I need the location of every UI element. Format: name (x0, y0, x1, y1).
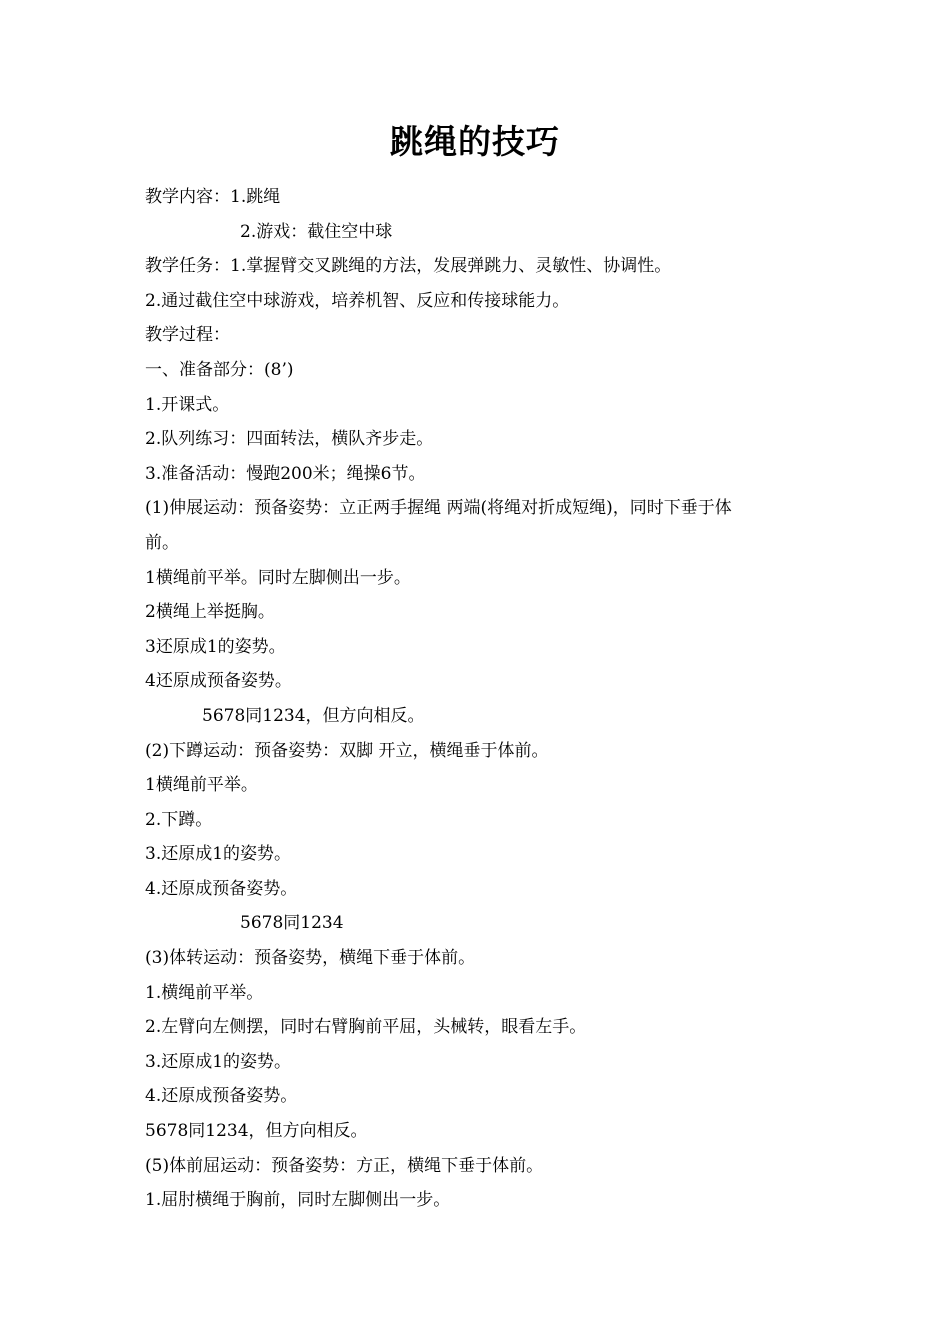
exercise-heading: (1)伸展运动：预备姿势：立正两手握绳 两端(将绳对折成短绳)，同时下垂于体 (145, 498, 732, 519)
section-heading: 教学过程： (145, 325, 230, 346)
step-line: 5678同1234 (240, 913, 344, 934)
paragraph-line: 2.队列练习：四面转法，横队齐步走。 (145, 429, 434, 450)
step-line: 2横绳上举挺胸。 (145, 602, 275, 623)
document-title: 跳绳的技巧 (390, 122, 560, 161)
step-line: 4.还原成预备姿势。 (145, 878, 298, 899)
document-body (145, 180, 810, 1218)
step-line: 1.横绳前平举。 (145, 982, 264, 1003)
step-line: 3.还原成1的姿势。 (145, 1051, 292, 1072)
step-line: 5678同1234，但方向相反。 (145, 1121, 368, 1142)
section-heading: 一、准备部分：(8’) (145, 359, 294, 380)
exercise-heading: (3)体转运动：预备姿势，横绳下垂于体前。 (145, 948, 476, 969)
exercise-heading: (2)下蹲运动：预备姿势：双脚 开立，横绳垂于体前。 (145, 740, 549, 761)
step-line: 1横绳前平举。 (145, 775, 258, 796)
paragraph-line: 前。 (145, 532, 179, 553)
content-line: 教学内容：1.跳绳 (145, 187, 281, 207)
step-line: 2.下蹲。 (145, 809, 213, 830)
exercise-heading: (5)体前屈运动：预备姿势：方正，横绳下垂于体前。 (145, 1155, 544, 1176)
step-line: 1.屈肘横绳于胸前，同时左脚侧出一步。 (145, 1190, 451, 1211)
step-line: 4还原成预备姿势。 (145, 671, 292, 692)
step-line: 5678同1234，但方向相反。 (202, 705, 425, 726)
step-line: 3还原成1的姿势。 (145, 636, 286, 657)
paragraph-line: 1.开课式。 (145, 394, 230, 415)
step-line: 1横绳前平举。同时左脚侧出一步。 (145, 567, 411, 588)
task-line: 教学任务：1.掌握臂交叉跳绳的方法，发展弹跳力、灵敏性、协调性。 (145, 256, 672, 277)
step-line: 4.还原成预备姿势。 (145, 1086, 298, 1107)
task-line: 2.通过截住空中球游戏，培养机智、反应和传接球能力。 (145, 290, 570, 311)
paragraph-line: 3.准备活动：慢跑200米；绳操6节。 (145, 463, 426, 484)
step-line: 2.左臂向左侧摆，同时右臂胸前平屈，头械转，眼看左手。 (145, 1017, 587, 1038)
content-line: 2.游戏：截住空中球 (240, 221, 393, 242)
step-line: 3.还原成1的姿势。 (145, 844, 292, 865)
